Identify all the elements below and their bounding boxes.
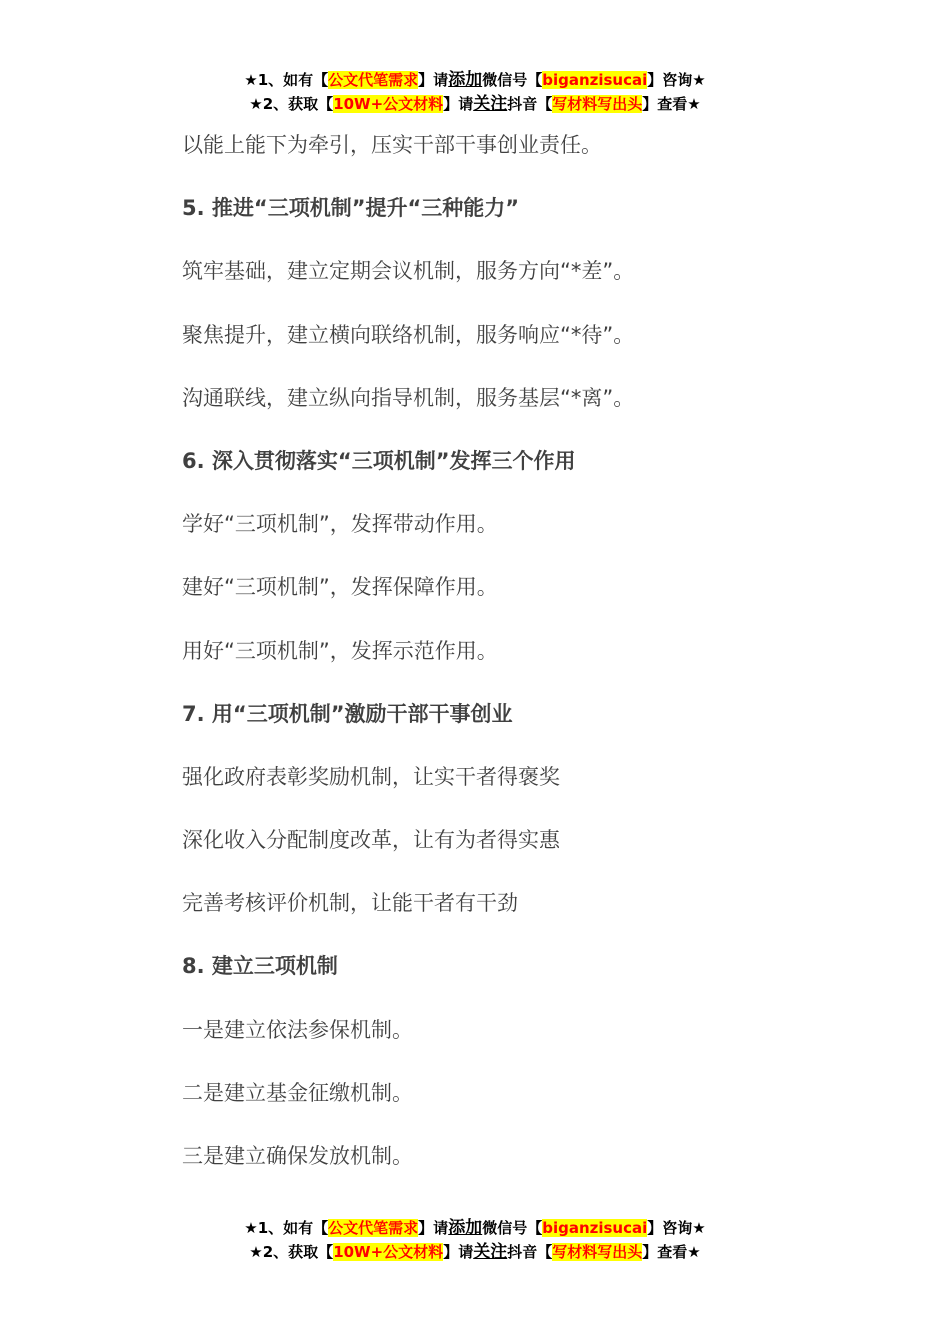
wechat-id: biganzisucai	[542, 71, 648, 89]
banner-line-1	[0, 68, 950, 92]
paragraph: 强化政府表彰奖励机制，让实干者得褒奖	[182, 764, 560, 789]
paragraph: 学好“三项机制”，发挥带动作用。	[182, 512, 498, 537]
paragraph: 沟通联线，建立纵向指导机制，服务基层“*离”。	[182, 385, 635, 410]
banner-text: 抖音【	[507, 95, 553, 113]
header-banner	[0, 68, 950, 116]
banner-emphasis: 添加	[448, 70, 483, 90]
paragraph: 以能上能下为牵引，压实干部干事创业责任。	[182, 133, 602, 157]
banner-text: 】请	[443, 1243, 474, 1261]
paragraph: 二是建立基金征缴机制。	[182, 1080, 413, 1105]
banner-highlight: 公文代笔需求	[328, 1219, 419, 1237]
banner-text: 】请	[418, 71, 449, 89]
paragraph: 一是建立依法参保机制。	[182, 1017, 413, 1042]
banner-text: ★2、获取【	[249, 1243, 334, 1261]
banner-text: 】请	[443, 95, 474, 113]
banner-text: 】查看★	[642, 95, 701, 113]
banner-highlight: 10W+公文材料	[333, 1243, 444, 1261]
footer-banner	[0, 1216, 950, 1264]
paragraph: 建好“三项机制”，发挥保障作用。	[182, 575, 498, 600]
section-heading-6: 6. 深入贯彻落实“三项机制”发挥三个作用	[182, 448, 576, 473]
paragraph: 筑牢基础，建立定期会议机制，服务方向“*差”。	[182, 259, 635, 284]
paragraph: 聚焦提升，建立横向联络机制，服务响应“*待”。	[182, 322, 635, 347]
section-heading-8: 8. 建立三项机制	[182, 954, 338, 979]
section-heading-7: 7. 用“三项机制”激励干部干事创业	[182, 701, 513, 726]
banner-emphasis: 关注	[473, 1242, 508, 1262]
banner-text: 】咨询★	[647, 71, 706, 89]
banner-line-2	[0, 92, 950, 116]
banner-text: ★1、如有【	[244, 1219, 329, 1237]
douyin-account: 写材料写出头	[552, 1243, 643, 1261]
paragraph: 深化收入分配制度改革，让有为者得实惠	[182, 828, 560, 853]
wechat-id: biganzisucai	[542, 1219, 648, 1237]
banner-text: 微信号【	[482, 71, 543, 89]
banner-line-1	[0, 1216, 950, 1240]
paragraph: 三是建立确保发放机制。	[182, 1144, 413, 1168]
banner-line-2	[0, 1240, 950, 1264]
document-body	[182, 130, 782, 1204]
banner-highlight: 10W+公文材料	[333, 95, 444, 113]
section-heading-5: 5. 推进“三项机制”提升“三种能力”	[182, 196, 520, 221]
banner-highlight: 公文代笔需求	[328, 71, 419, 89]
banner-emphasis: 添加	[448, 1218, 483, 1238]
banner-text: 】咨询★	[647, 1219, 706, 1237]
banner-text: 】请	[418, 1219, 449, 1237]
banner-text: 】查看★	[642, 1243, 701, 1261]
banner-text: ★2、获取【	[249, 95, 334, 113]
banner-text: 抖音【	[507, 1243, 553, 1261]
paragraph: 用好“三项机制”，发挥示范作用。	[182, 638, 498, 663]
banner-text: ★1、如有【	[244, 71, 329, 89]
banner-text: 微信号【	[482, 1219, 543, 1237]
banner-emphasis: 关注	[473, 94, 508, 114]
paragraph: 完善考核评价机制，让能干者有干劲	[182, 891, 518, 916]
douyin-account: 写材料写出头	[552, 95, 643, 113]
